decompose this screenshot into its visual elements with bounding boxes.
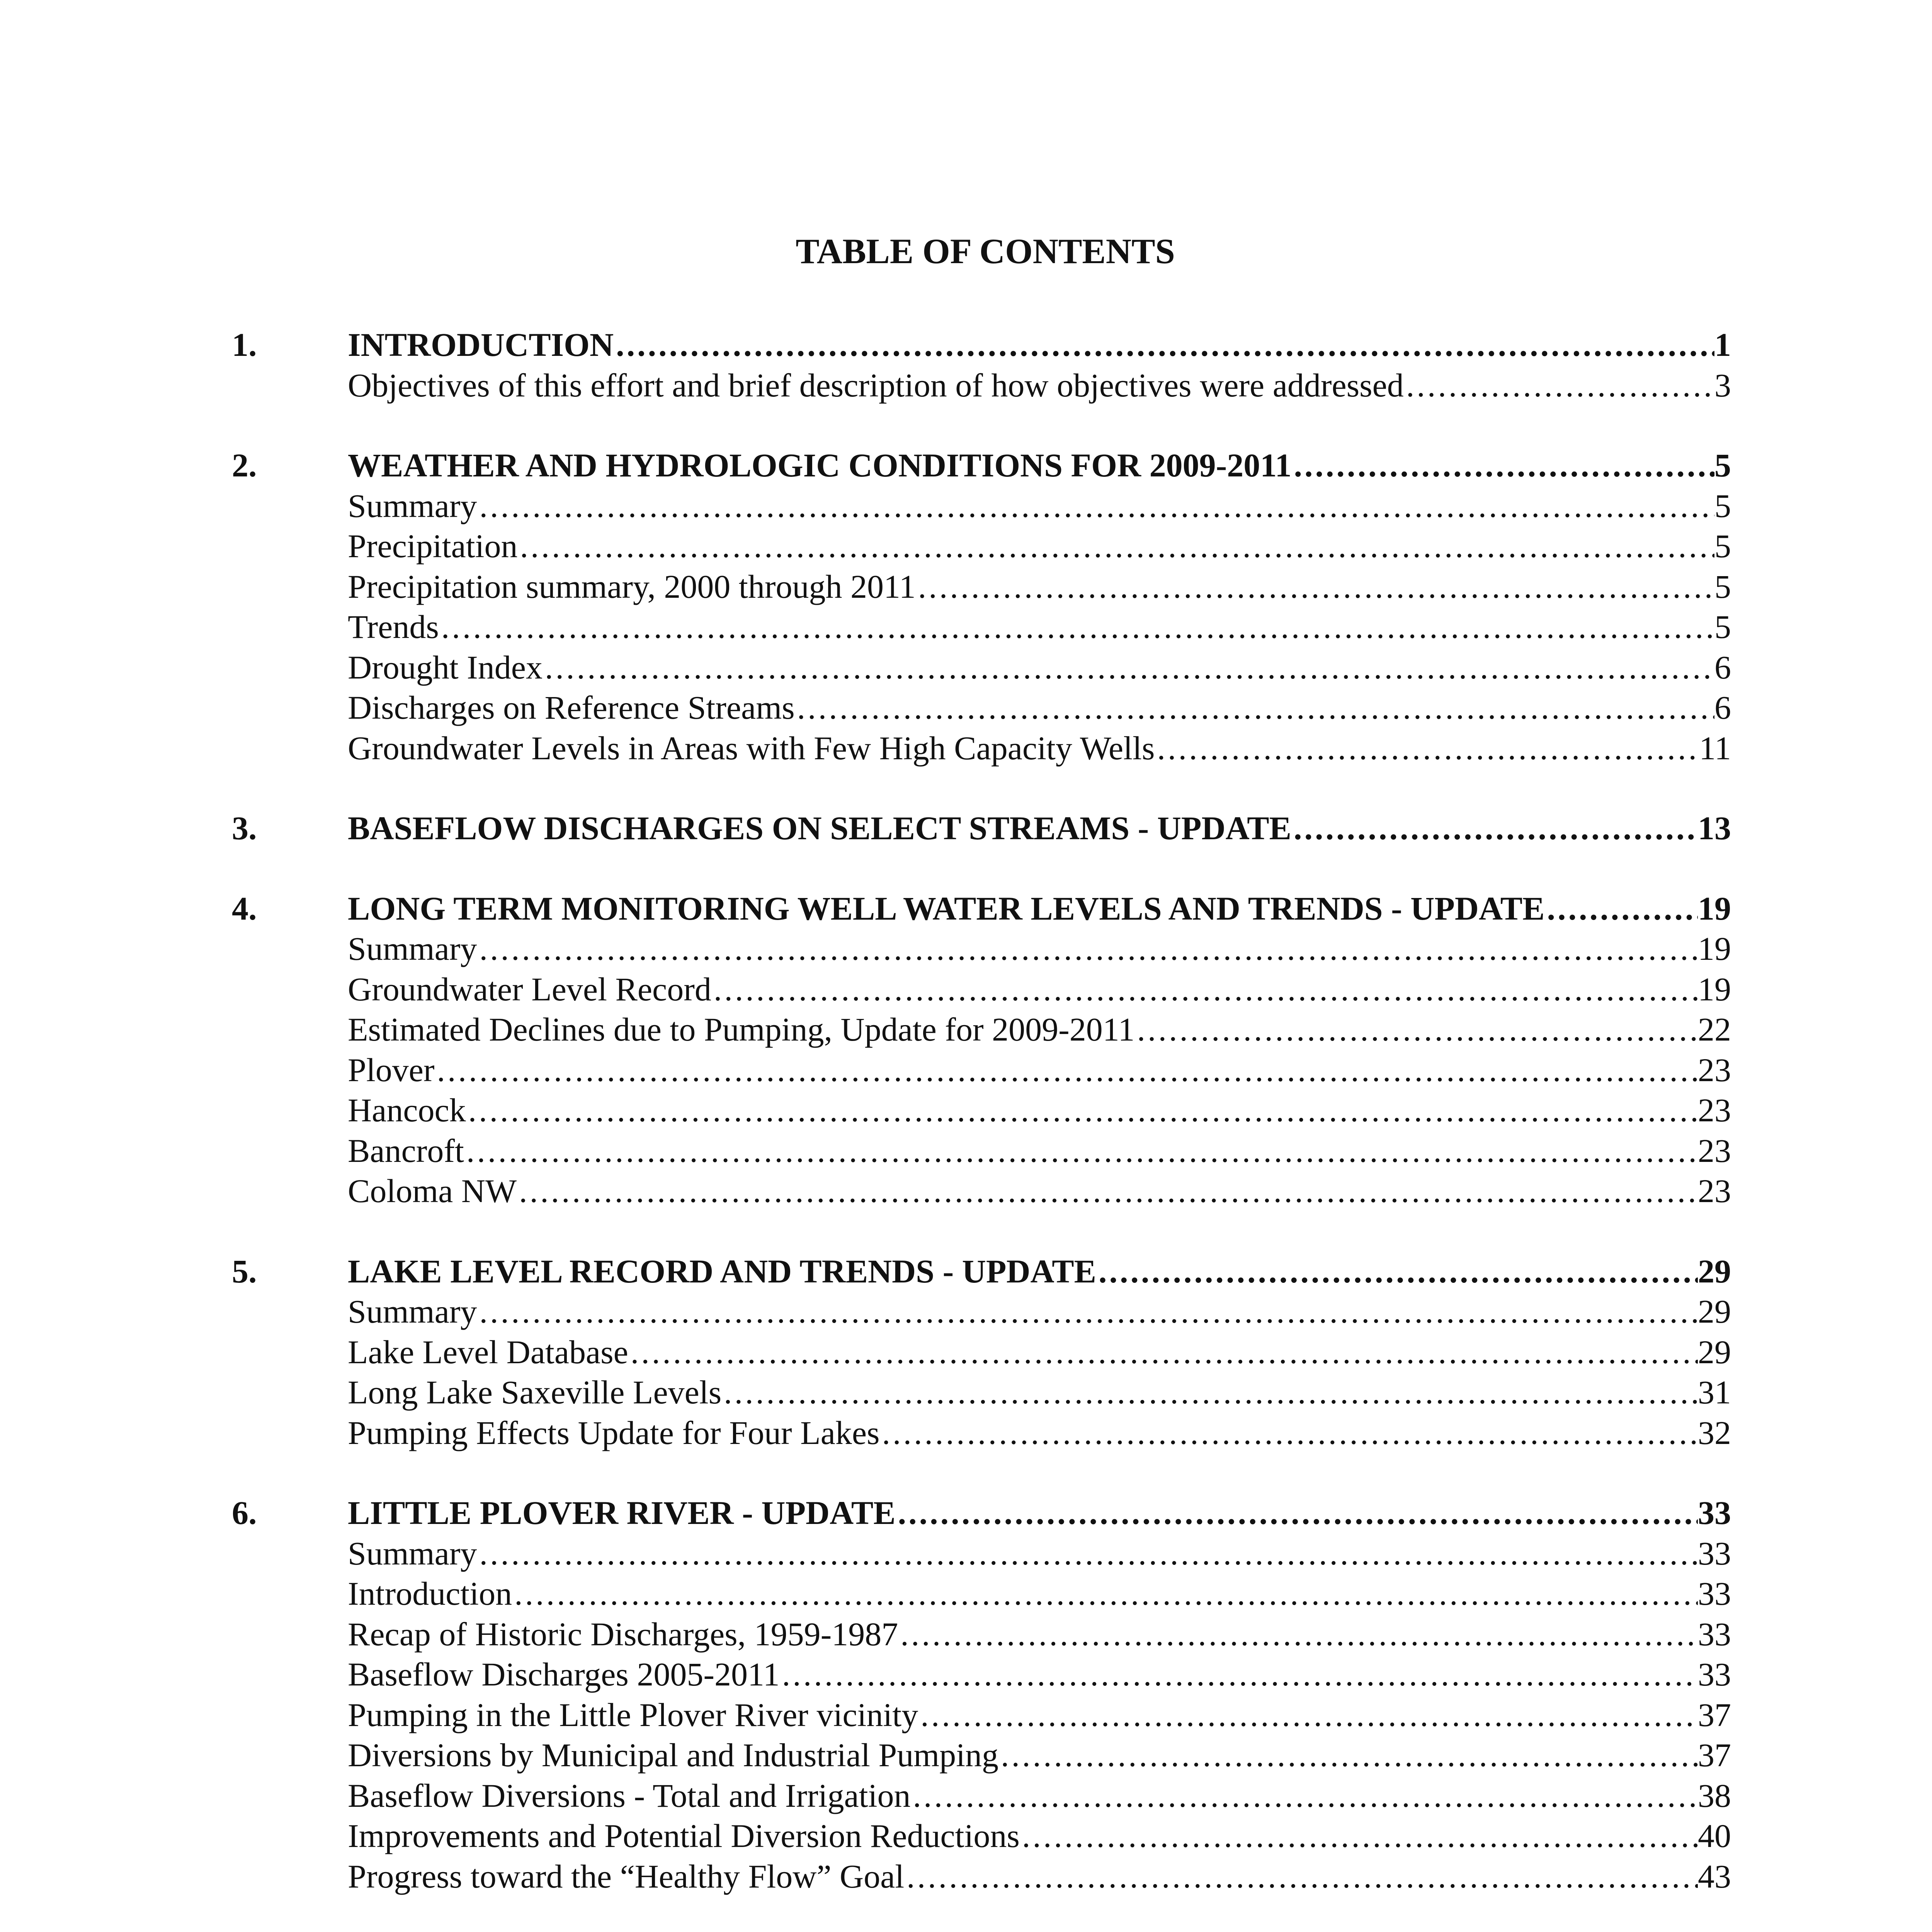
page-ref: 5 <box>1714 527 1731 565</box>
toc-entry-line <box>348 687 1731 728</box>
toc-entry-line <box>348 1816 1731 1856</box>
toc-entry-line <box>348 1735 1731 1776</box>
dot-leader <box>711 969 1698 1010</box>
toc-entry-line <box>348 526 1731 566</box>
toc-entry-row[interactable] <box>232 728 1731 769</box>
page-ref: 29 <box>1698 1252 1731 1290</box>
page-ref: 33 <box>1698 1575 1731 1612</box>
toc-entry-row[interactable] <box>232 1090 1731 1131</box>
entry-label: Coloma NW <box>348 1172 517 1209</box>
entry-label: Groundwater Level Record <box>348 970 711 1008</box>
toc-entry-row[interactable] <box>232 969 1731 1010</box>
page-ref: 33 <box>1698 1615 1731 1653</box>
dot-leader <box>916 566 1714 607</box>
entry-label: Summary <box>348 930 477 967</box>
section-number: 6. <box>232 1494 257 1531</box>
toc-entry-row[interactable] <box>232 687 1731 728</box>
dot-leader <box>780 1654 1698 1695</box>
entry-label: Pumping Effects Update for Four Lakes <box>348 1414 880 1451</box>
toc-entry-line <box>348 365 1731 406</box>
toc-heading-row[interactable] <box>232 325 1731 365</box>
section-number: 3. <box>232 810 257 847</box>
dot-leader <box>628 1332 1698 1372</box>
page-ref: 3 <box>1714 366 1731 404</box>
entry-label: Summary <box>348 1534 477 1572</box>
toc-entry-row[interactable] <box>232 1009 1731 1050</box>
page-ref: 23 <box>1698 1092 1731 1129</box>
toc-entry-line <box>348 1573 1731 1614</box>
toc-entry-row[interactable] <box>232 1816 1731 1856</box>
page-ref: 32 <box>1698 1414 1731 1451</box>
toc-entry-line <box>348 1131 1731 1171</box>
dot-leader <box>477 1533 1698 1574</box>
toc-entry-line <box>348 1533 1731 1574</box>
toc-entry-line <box>348 888 1731 929</box>
section-number: 4. <box>232 889 257 927</box>
toc-entry-row[interactable] <box>232 1695 1731 1735</box>
entry-label: Baseflow Diversions - Total and Irrigation <box>348 1777 911 1814</box>
dot-leader <box>466 1090 1698 1131</box>
entry-label: Discharges on Reference Streams <box>348 689 795 726</box>
toc-entry-row[interactable] <box>232 1332 1731 1372</box>
entry-label: Drought Index <box>348 648 543 686</box>
toc-entry-line <box>348 969 1731 1010</box>
toc-entry-row[interactable] <box>232 1291 1731 1332</box>
section-heading: LAKE LEVEL RECORD AND TRENDS - UPDATE <box>348 1252 1096 1290</box>
entry-label: Estimated Declines due to Pumping, Update for 2009-2011 <box>348 1011 1135 1048</box>
toc-entry-row[interactable] <box>232 365 1731 406</box>
page-ref: 19 <box>1698 930 1731 967</box>
dot-leader <box>517 526 1714 566</box>
toc-entry-row[interactable] <box>232 1735 1731 1776</box>
toc-entry-row[interactable] <box>232 1614 1731 1655</box>
toc-entry-row[interactable] <box>232 929 1731 969</box>
entry-label: Improvements and Potential Diversion Reductions <box>348 1817 1020 1854</box>
toc-entry-row[interactable] <box>232 607 1731 647</box>
page-ref: 43 <box>1698 1857 1731 1895</box>
toc-entry-line <box>348 1413 1731 1453</box>
toc-heading-row[interactable] <box>232 1493 1731 1533</box>
toc-entry-line <box>348 1372 1731 1413</box>
toc-entry-line <box>348 1291 1731 1332</box>
page-ref: 37 <box>1698 1736 1731 1774</box>
dot-leader <box>1544 888 1698 929</box>
dot-leader <box>1291 808 1698 849</box>
entry-label: Long Lake Saxeville Levels <box>348 1374 722 1411</box>
page-ref: 33 <box>1698 1656 1731 1693</box>
toc-entry-row[interactable] <box>232 1573 1731 1614</box>
toc-entry-line <box>348 1332 1731 1372</box>
dot-leader <box>464 1131 1698 1171</box>
page-ref: 29 <box>1698 1333 1731 1371</box>
page-ref: 33 <box>1698 1494 1731 1531</box>
page-ref: 23 <box>1698 1132 1731 1169</box>
page-ref: 5 <box>1714 487 1731 524</box>
dot-leader <box>1404 365 1714 406</box>
entry-label: Bancroft <box>348 1132 464 1169</box>
entry-label: Summary <box>348 1293 477 1330</box>
toc-entry-row[interactable] <box>232 566 1731 607</box>
page-ref: 5 <box>1714 568 1731 605</box>
toc-entry-line <box>348 1614 1731 1655</box>
toc-entry-line <box>348 1776 1731 1816</box>
dot-leader <box>998 1735 1698 1776</box>
toc-entry-line <box>348 1009 1731 1050</box>
dot-leader <box>880 1413 1698 1453</box>
page-ref: 5 <box>1714 447 1731 484</box>
page-ref: 33 <box>1698 1534 1731 1572</box>
dot-leader <box>435 1050 1698 1090</box>
dot-leader <box>904 1856 1698 1897</box>
section-heading: LITTLE PLOVER RIVER - UPDATE <box>348 1494 896 1531</box>
dot-leader <box>477 1291 1698 1332</box>
page-ref: 23 <box>1698 1051 1731 1088</box>
toc-entry-line <box>348 566 1731 607</box>
page-ref: 38 <box>1698 1777 1731 1814</box>
toc-section <box>232 325 1731 405</box>
page-ref: 5 <box>1714 608 1731 645</box>
toc-section <box>232 445 1731 768</box>
dot-leader <box>477 929 1698 969</box>
toc-entry-row[interactable] <box>232 526 1731 566</box>
section-number: 5. <box>232 1252 257 1290</box>
dot-leader <box>512 1573 1698 1614</box>
toc-entry-line <box>348 607 1731 647</box>
toc-entry-row[interactable] <box>232 647 1731 688</box>
entry-label: Introduction <box>348 1575 512 1612</box>
toc-entry-line <box>348 1493 1731 1533</box>
toc-entry-row[interactable] <box>232 1654 1731 1695</box>
toc-section <box>232 808 1731 849</box>
entry-label: Pumping in the Little Plover River vicinity <box>348 1696 918 1733</box>
dot-leader <box>517 1171 1698 1211</box>
table-of-contents <box>232 325 1731 1932</box>
dot-leader <box>918 1695 1698 1735</box>
toc-entry-line <box>348 1090 1731 1131</box>
dot-leader <box>543 647 1714 688</box>
toc-section <box>232 1493 1731 1896</box>
toc-section <box>232 888 1731 1211</box>
dot-leader <box>477 486 1714 526</box>
page-ref: 19 <box>1698 889 1731 927</box>
toc-entry-row[interactable] <box>232 1171 1731 1211</box>
page-ref: 29 <box>1698 1293 1731 1330</box>
page-ref: 1 <box>1714 326 1731 363</box>
page-ref: 19 <box>1698 970 1731 1008</box>
toc-entry-line <box>348 808 1731 849</box>
entry-label: Objectives of this effort and brief description of how objectives were addressed <box>348 366 1404 404</box>
toc-section <box>232 1251 1731 1453</box>
page-ref: 22 <box>1698 1011 1731 1048</box>
page-title: TABLE OF CONTENTS <box>796 231 1175 271</box>
dot-leader <box>1155 728 1699 769</box>
entry-label: Diversions by Municipal and Industrial Pumping <box>348 1736 999 1774</box>
entry-label: Progress toward the “Healthy Flow” Goal <box>348 1857 905 1895</box>
dot-leader <box>896 1493 1698 1533</box>
entry-label: Recap of Historic Discharges, 1959-1987 <box>348 1615 898 1653</box>
dot-leader <box>1135 1009 1698 1050</box>
toc-entry-row[interactable] <box>232 1372 1731 1413</box>
toc-entry-row[interactable] <box>232 1413 1731 1453</box>
entry-label: Plover <box>348 1051 435 1088</box>
toc-heading-row[interactable] <box>232 1251 1731 1292</box>
toc-entry-line <box>348 445 1731 486</box>
section-number: 1. <box>232 326 257 363</box>
section-heading: BASEFLOW DISCHARGES ON SELECT STREAMS - UPDATE <box>348 810 1292 847</box>
toc-entry-line <box>348 1251 1731 1292</box>
entry-label: Baseflow Discharges 2005-2011 <box>348 1656 780 1693</box>
dot-leader <box>1096 1251 1698 1292</box>
section-heading: WEATHER AND HYDROLOGIC CONDITIONS FOR 2009-2011 <box>348 447 1292 484</box>
toc-heading-row[interactable] <box>232 808 1731 849</box>
section-number: 2. <box>232 447 257 484</box>
toc-entry-line <box>348 1695 1731 1735</box>
entry-label: Summary <box>348 487 477 524</box>
toc-entry-line <box>348 647 1731 688</box>
dot-leader <box>439 607 1714 647</box>
page-ref: 40 <box>1698 1817 1731 1854</box>
page-ref: 6 <box>1714 648 1731 686</box>
toc-entry-line <box>348 1856 1731 1897</box>
toc-entry-row[interactable] <box>232 1131 1731 1171</box>
toc-entry-line <box>348 1171 1731 1211</box>
dot-leader <box>910 1776 1698 1816</box>
toc-entry-line <box>348 1654 1731 1695</box>
dot-leader <box>721 1372 1698 1413</box>
toc-entry-line <box>348 325 1731 365</box>
entry-label: Trends <box>348 608 439 645</box>
dot-leader <box>614 325 1714 365</box>
page-ref: 13 <box>1698 810 1731 847</box>
toc-entry-line <box>348 486 1731 526</box>
section-heading: INTRODUCTION <box>348 326 614 363</box>
toc-entry-line <box>348 1050 1731 1090</box>
dot-leader <box>1020 1816 1698 1856</box>
toc-entry-row[interactable] <box>232 486 1731 526</box>
entry-label: Precipitation summary, 2000 through 2011 <box>348 568 916 605</box>
entry-label: Groundwater Levels in Areas with Few High Capacity Wells <box>348 729 1155 767</box>
page-ref: 6 <box>1714 689 1731 726</box>
dot-leader <box>898 1614 1698 1655</box>
page-ref: 31 <box>1698 1374 1731 1411</box>
page-ref: 11 <box>1699 729 1731 767</box>
entry-label: Lake Level Database <box>348 1333 628 1371</box>
entry-label: Hancock <box>348 1092 466 1129</box>
section-heading: LONG TERM MONITORING WELL WATER LEVELS AND TRENDS - UPDATE <box>348 889 1545 927</box>
toc-entry-row[interactable] <box>232 1050 1731 1090</box>
toc-entry-row[interactable] <box>232 1533 1731 1574</box>
toc-entry-row[interactable] <box>232 1856 1731 1897</box>
dot-leader <box>795 687 1714 728</box>
toc-entry-row[interactable] <box>232 1776 1731 1816</box>
page-ref: 23 <box>1698 1172 1731 1209</box>
toc-entry-line <box>348 728 1731 769</box>
page-ref: 37 <box>1698 1696 1731 1733</box>
toc-heading-row[interactable] <box>232 445 1731 486</box>
toc-entry-line <box>348 929 1731 969</box>
entry-label: Precipitation <box>348 527 518 565</box>
toc-heading-row[interactable] <box>232 888 1731 929</box>
dot-leader <box>1291 445 1714 486</box>
